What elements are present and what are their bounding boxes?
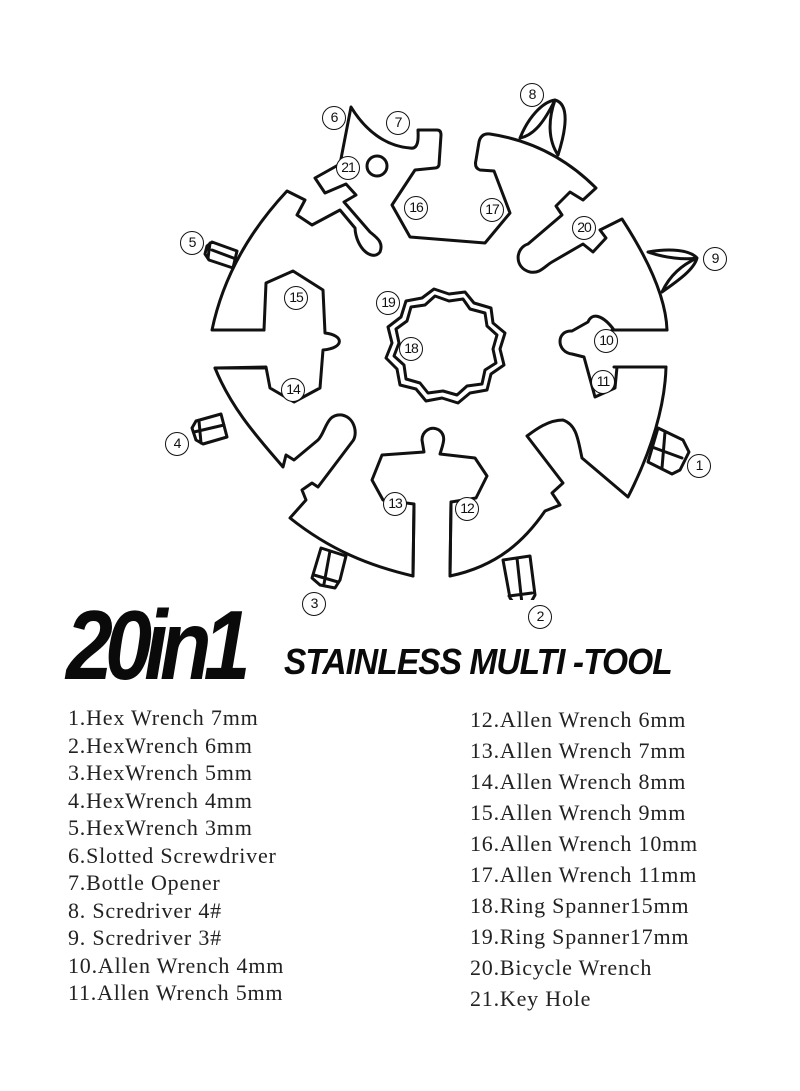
callout-7: 7: [386, 111, 410, 135]
legend-item: 2.HexWrench 6mm: [68, 732, 253, 758]
legend-item: 12.Allen Wrench 6mm: [470, 707, 687, 732]
legend-item: 4.HexWrench 4mm: [68, 787, 253, 813]
legend-item: 16.Allen Wrench 10mm: [470, 831, 698, 856]
legend-item: 14.Allen Wrench 8mm: [470, 769, 687, 794]
legend-item: 17.Allen Wrench 11mm: [470, 862, 698, 887]
callout-15: 15: [284, 286, 308, 310]
legend-item: 10.Allen Wrench 4mm: [68, 952, 285, 978]
title-subtitle: STAINLESS MULTI -TOOL: [284, 641, 672, 682]
callout-16: 16: [404, 196, 428, 220]
legend-item: 20.Bicycle Wrench: [470, 955, 653, 980]
callout-14: 14: [281, 378, 305, 402]
callout-19: 19: [376, 291, 400, 315]
callout-12: 12: [455, 497, 479, 521]
legend-item: 19.Ring Spanner17mm: [470, 924, 690, 949]
callout-11: 11: [591, 370, 615, 394]
legend-item: 8. Scredriver 4#: [68, 897, 222, 923]
legend-item: 15.Allen Wrench 9mm: [470, 800, 687, 825]
callout-8: 8: [520, 83, 544, 107]
legend-item: 18.Ring Spanner15mm: [470, 893, 690, 918]
callout-6: 6: [322, 106, 346, 130]
title-20in1: 20in1: [66, 590, 243, 700]
callout-17: 17: [480, 198, 504, 222]
legend-item: 9. Scredriver 3#: [68, 925, 222, 950]
callout-3: 3: [302, 592, 326, 616]
callout-13: 13: [383, 492, 407, 516]
product-title: [66, 590, 766, 700]
legend-item: 11.Allen Wrench 5mm: [68, 980, 284, 1005]
legend-right-column: [470, 704, 698, 1014]
callout-10: 10: [594, 329, 618, 353]
callout-2: 2: [528, 605, 552, 629]
legend-item: 13.Allen Wrench 7mm: [470, 738, 687, 763]
legend-item: 1.Hex Wrench 7mm: [68, 705, 259, 730]
legend-item: 3.HexWrench 5mm: [68, 760, 253, 785]
legend-item: 6.Slotted Screwdriver: [68, 842, 277, 868]
legend-item: 21.Key Hole: [470, 986, 592, 1011]
callout-18: 18: [399, 337, 423, 361]
legend-item: 7.Bottle Opener: [68, 870, 221, 895]
callout-5: 5: [180, 231, 204, 255]
callout-20: 20: [572, 216, 596, 240]
callout-4: 4: [165, 432, 189, 456]
callout-9: 9: [703, 247, 727, 271]
legend-left-column: [68, 704, 284, 1007]
legend-item: 5.HexWrench 3mm: [68, 815, 253, 840]
callout-1: 1: [687, 454, 711, 478]
callout-21: 21: [336, 156, 360, 180]
